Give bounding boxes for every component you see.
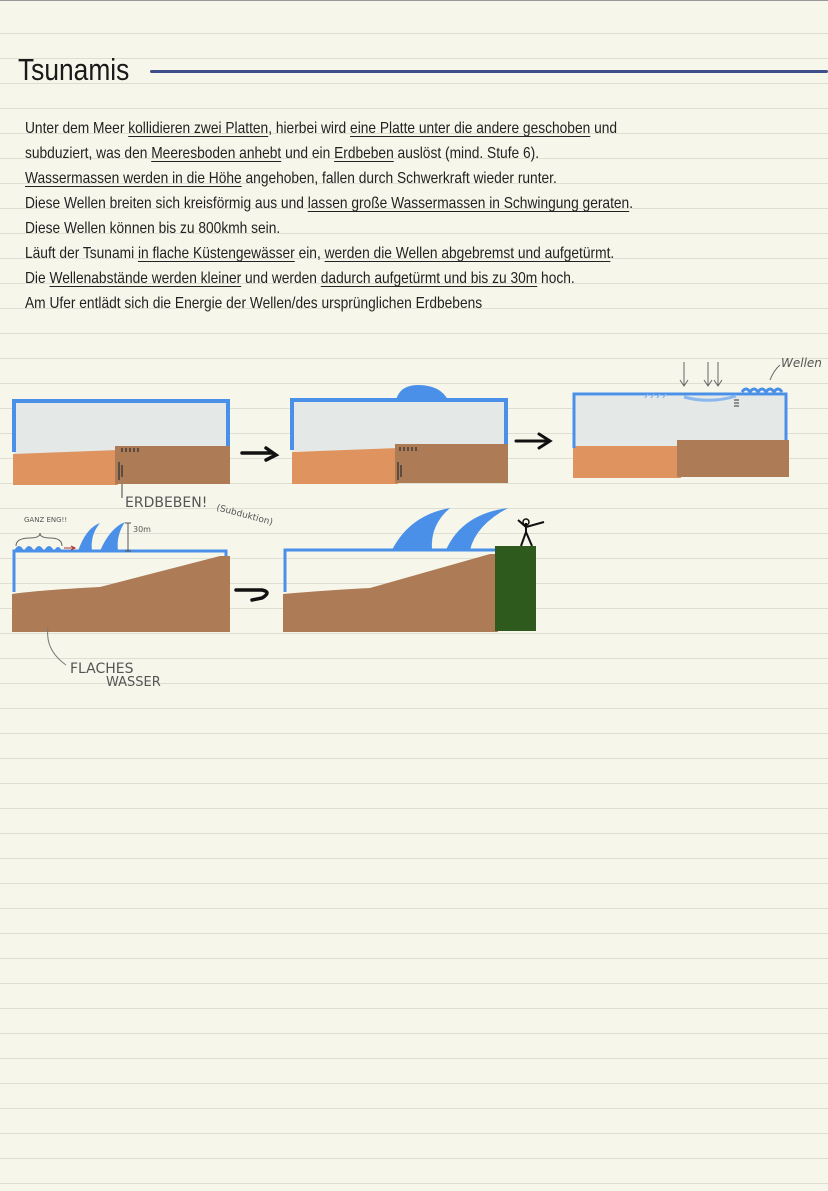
label-flaches: FLACHES [70, 661, 134, 677]
text-segment: , hierbei wird [268, 120, 351, 137]
text-segment: Die [25, 270, 50, 287]
underlined-text: werden die Wellen abgebremst und aufgetürmt [324, 245, 611, 262]
underlined-text: lassen große Wassermassen in Schwingung geraten [307, 195, 630, 212]
underlined-text: Wellenabstände werden kleiner [49, 270, 242, 287]
diagram-plates-collision [13, 401, 230, 498]
diagram-waves-spreading [573, 356, 822, 478]
underlined-text: Erdbeben [334, 145, 394, 162]
diagram-shallow-water [12, 516, 230, 690]
page-title: Tsunamis [18, 52, 130, 87]
text-segment: angehoben, fallen durch Schwerkraft wieder runter. [241, 170, 557, 187]
underlined-text: kollidieren zwei Platten [128, 120, 269, 137]
underlined-text: in flache Küstengewässer [137, 245, 295, 262]
arrow-icon [516, 434, 550, 448]
underlined-text: Meeresboden anhebt [151, 145, 282, 162]
text-segment: . [610, 245, 615, 262]
label-ganz-eng: GANZ ENG!! [24, 516, 68, 524]
text-segment: Am Ufer entlädt sich die Energie der Wellen/des ursprünglichen Erdbebens [25, 295, 483, 312]
label-erdbeben: ERDBEBEN! [125, 495, 208, 511]
arrow-icon [242, 448, 276, 460]
text-segment: . [629, 195, 634, 212]
diagram-wave-raised [292, 385, 508, 484]
text-segment: Läuft der Tsunami [25, 245, 138, 262]
text-segment: und werden [241, 270, 321, 287]
underlined-text: eine Platte unter die andere geschoben [350, 120, 591, 137]
text-segment: und [590, 120, 618, 137]
underlined-text: dadurch aufgetürmt und bis zu 30m [320, 270, 538, 287]
diagram-coast-impact [283, 508, 544, 632]
text-segment: und ein [281, 145, 335, 162]
label-30m: 30m [133, 525, 151, 534]
label-subduktion: (Subduktion) [215, 503, 274, 528]
text-segment: hoch. [537, 270, 575, 287]
text-segment: Diese Wellen breiten sich kreisförmig aus und [25, 195, 308, 212]
text-segment: subduziert, was den [25, 145, 152, 162]
arrow-icon [236, 590, 267, 600]
label-wasser: WASSER [106, 675, 161, 690]
text-segment: Unter dem Meer [25, 120, 129, 137]
label-wellen: Wellen [781, 356, 822, 370]
text-segment: auslöst (mind. Stufe 6). [393, 145, 540, 162]
text-segment: ein, [294, 245, 325, 262]
text-segment: Diese Wellen können bis zu 800kmh sein. [25, 220, 281, 237]
underlined-text: Wassermassen werden in die Höhe [25, 170, 242, 187]
